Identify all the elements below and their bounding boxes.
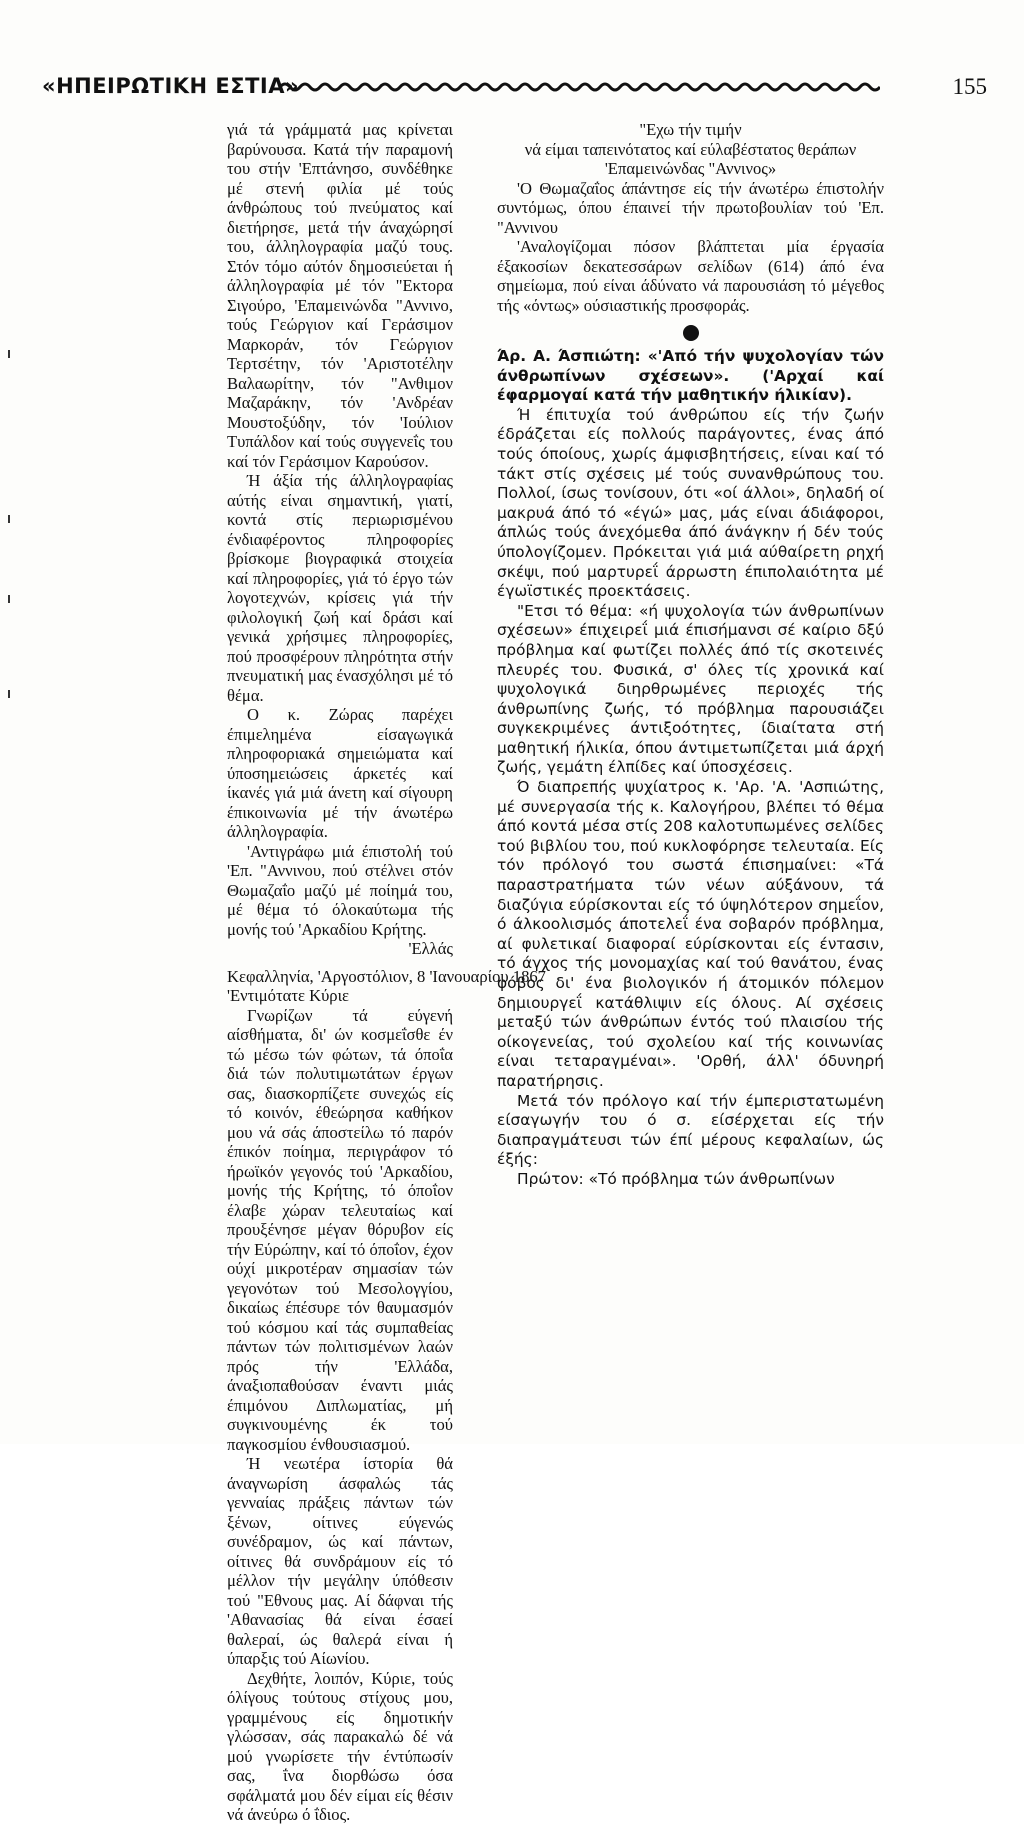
review-paragraph: "Ετσι τό θέμα: «ή ψυχολογία τών άνθρωπίνων σχέσεων» έπιχειρεΐ μιά έπισήμανσι σέ καίριο δξύ πρόβλημα καί φωτίζει πολλές άπό τίς σκοτεινές πλευρές του. Φυσικά, σ' όλες τίς χρονικά καί ψυχολογικά διηρθρωμένες περιοχές τής άνθρωπίνης ζωής, τό πρόβλημα παρουσιάζει συγκεκριμένες άντιξοότητες, ίδιαίτατα στή μαθητική ήλικία, όπου άντιμετωπίζεται μιά άρχή ζωής, γεμάτη έλπίδες καί ύποσχέσεις. xyxy=(497,601,884,777)
spacer xyxy=(227,959,453,967)
letter-dateline: Κεφαλληνία, 'Αργοστόλιον, 8 'Ιανουαρίου 1867 xyxy=(227,966,546,986)
left-paragraph: γιά τά γράμματά μας κρίνεται βαρύνουσα. Κατά τήν παραμονή του στήν 'Επτάνησο, συνδέθηκε μέ στενή φιλία μέ τούς άνθρώπους τού πνεύματος καί διετήρησε, μετά τήν άναχώρησί του, άλληλογραφία μαζύ τους. Στόν τόμο αύτόν δημοσιεύεται ή άλληλογραφία μέ τόν "Εκτορα Σιγούρο, 'Επαμεινώνδα "Αννινο, τούς Γεώργιον καί Γεράσιμον Μαρκοράν, τόν Γεώργιον Τερτσέτην, τόν 'Αριστοτέλην Βαλαωρίτην, τόν "Ανθιμον Μαζαράκην, τόν 'Ανδρέαν Μουστοξύδην, τόν 'Ιούλιον Τυπάλδον καί τούς συγγενεΐς του καί τόν Γεράσιμον Καρούσον. xyxy=(227,120,453,471)
right-paragraph: 'Ο Θωμαζαΐος άπάντησε είς τήν άνωτέρω έπιστολήν συντόμως, όπου έπαινεί τήν πρωτοβουλίαν τού 'Επ. "Αννινου xyxy=(497,178,884,237)
journal-title: «ΗΠΕΙΡΩΤΙΚΗ ΕΣΤΙΑ» xyxy=(42,74,300,98)
right-column xyxy=(497,120,884,1190)
closing-line: "Εχω τήν τιμήν xyxy=(639,120,742,139)
margin-marks xyxy=(5,0,15,1444)
margin-tick xyxy=(8,350,10,358)
review-paragraph: Ό διαπρεπής ψυχίατρος κ. 'Αρ. 'Α. 'Ασπιώτης, μέ συνεργασία τής κ. Καλογήρου, βλέπει τό θέμα άπό κοντά μέσα στίς 208 καλοτυπωμένες σελίδες τού βιβλίου του, πού κυκλοφόρησε τελευταία. Είς τόν πρόλογό του σωστά έπισημαίνει: «Τά παραστρατήματα τών νέων αύξάνουν, τά διαζύγια εύρίσκονται είς τό ύψηλότερον σημεΐον, ό άλκοολισμός άποτελεΐ ένα σοβαρόν πρόβλημα, αί φυλετικαί διαφοραί εύρίσκονται είς ένтασιν, τό άγχος τής μονομαχίας καί τού θανάτου, ένας φόβος δι' ένα βιολογικόν ή άτομικόν πόλεμον δημιουργεΐ κατάθλιψιν είς όλους. Αί σχέσεις μεταξύ τών άνθρώπων έντός τού πλαισίου τής οίκογενείας, τού σχολείου καί τής κοινωνίας είναι τεταραγμέναι». 'Ορθή, άλλ' όδυνηρή παρατήρησις. xyxy=(497,778,884,1090)
page-number: 155 xyxy=(952,74,987,99)
section-bullet-icon xyxy=(683,325,699,341)
wavy-rule xyxy=(280,80,880,94)
review-paragraph: Μετά τόν πρόλογο καί τήν έμπεριστατωμένη είσαγωγήν του ό σ. είσέρχεται είς τήν διαπραγμάτευσι τών έπί μέρους κεφαλαίων, ώς έξής: xyxy=(497,1091,884,1169)
letter-paragraph: Δεχθήτε, λοιπόν, Κύριε, τούς όλίγους τούτους στίχους μου, γραμμένους είς δημοτικήν γλώσσαν, σάς παρακαλώ δέ νά μού γνωρίσετε τήν έντύπωσίν σας, ΐνα διορθώσω όσα σφάλματά μου δέν είμαι είς θέσιν νά άνεύρω ό ΐδιος. xyxy=(227,1668,453,1824)
letter-signature: 'Ελλάς xyxy=(408,939,453,958)
right-paragraph: 'Αναλογίζομαι πόσον βλάπτεται μία έργασία έξακοσίων δεκατεσσάρων σελίδων (614) άπό ένα σημείωμα, πού είναι άδύνατο νά παρουσιάση τό μέγεθος τής «όντως» ούσιαστικής προσφοράς. xyxy=(497,237,884,315)
letter-paragraph: Γνωρίζων τά εύγενή αίσθήματα, δι' ών κοσμεΐσθε έν τώ μέσω τών φώτων, τά όποΐα διά τών πολυτιμωτάτων έργων σας, διασκορπίζετε συνεχώς είς τό κοινόν, έθεώρησα καθήκον μου νά σάς άποστείλω τό παρόν έπικόν ποίημα, περιγράφον τό ήρωϊκόν γεγονός τού 'Αρκαδίου, μονής τής Κρήτης, τό όποΐον έλαβε χώραν τελευταίως καί προυξένησε μέγαν θόρυβον είς τήν Εύρώπην, καί τό όποΐον, έχον ούχί μικροτέραν σημασίαν τών γεγονότων τού Μεσολογγίου, δικαίως έπέσυρε τόν θαυμασμόν τού κόσμου καί τάς συμπαθείας πάντων τών πολιτισμένων λαών πρός τήν 'Ελλάδα, άναξιοπαθούσαν έναντι μιάς έπιμόνου Διπλωματίας, μή συγκινουμένης έκ τού παγκοσμίου ένθουσιασμού. xyxy=(227,1005,453,1454)
review-heading: Άρ. Α. Άσπιώτη: «'Από τήν ψυχολογίαν τών άνθρωπίνων σχέσεων». ('Αρχαί καί έφαρμογαί κατά τήν μαθητικήν ήλικίαν). xyxy=(497,347,884,405)
closing-line: νά είμαι ταπεινότατος καί εύλαβέστατος θεράπων xyxy=(524,139,857,159)
review-paragraph: Ή έπιτυχία τού άνθρώπου είς τήν ζωήν έδράζεται είς πολλούς παράγοντες, ένας άπό τούς όποίους, χωρίς άμφισβητήσεις, είναι καί τό τάκτ στίς σχέσεις μέ τούς συνανθρώπους του. Πολλοί, ίσως τονίσουν, ότι «οί άλλοι», δηλαδή οί μακρυά άπό τό «έγώ» μας, μάς είναι άδιάφοροι, άπλώς τούς άνεχόμεθα άπό άνάγκην ή δέν τούς ύπολογίζομεν. Πρόκειται γιά μιά αύθαίρετη ρηχή σκέψι, πού μαρτυρεΐ άρρωστη έπιπολαιότητα μέ έγωϊστικές προεκτάσεις. xyxy=(497,405,884,601)
margin-tick xyxy=(8,515,10,523)
left-paragraph: Ο κ. Ζώρας παρέχει έπιμελημένα είσαγωγικά πληροφοριακά σημειώματα καί ύποσημειώσεις άρκετές καί ίκανές γιά μιά άνετη καί σίγουρη έπικοινωνία μέ τήν άνωτέρω άλληλογραφία. xyxy=(227,705,453,841)
margin-tick xyxy=(8,690,10,698)
closing-name: 'Επαμεινώνδας "Αννινος» xyxy=(604,159,777,178)
running-header xyxy=(42,74,987,102)
review-paragraph: Πρώτον: «Τό πρόβλημα τών άνθρωπίνων xyxy=(517,1169,835,1188)
letter-paragraph: Ή νεωτέρα ίστορία θά άναγνωρίση άσφαλώς τάς γενναίας πράξεις πάντων τών ξένων, οίτινες εύγενώς συνέδραμον, ώς καί πάντων, οίτινες θά συνδράμουν είς τό μέλλον τήν μεγάλην ύπόθεσιν τού "Εθνους μας. Αί δάφναι τής 'Αθανασίας θά είναι έσαεί θαλεραί, ώς θαλερά είναι ή ύπαρξις τού Αίωνίου. xyxy=(227,1454,453,1668)
letter-salutation: 'Εντιμότατε Κύριε xyxy=(227,986,350,1005)
left-paragraph: 'Αντιγράφω μιά έπιστολή τού 'Επ. "Αννινου, πού στέλνει στόν Θωμαζαΐο μαζύ μέ ποίημά του, μέ θέμα τό όλοκαύτωμα τής μονής τού 'Αρκαδίου Κρήτης. xyxy=(227,841,453,939)
left-column xyxy=(227,120,546,1825)
margin-tick xyxy=(8,595,10,603)
left-paragraph: Ή άξία τής άλληλογραφίας αύτής είναι σημαντική, γιατί, κοντά στίς περιωρισμένου ένδιαφέροντος πληροφορίες βρίσκομε βιογραφικά στοιχεία καί πληροφορίες, γιά τό έργο τών λογοτεχνών, κρίσεις γιά τήν φιλολογική ζωή καί δράσι καί γενικά χρήσιμες πληροφορίες, πού προσφέρουν πληρότητα στήν πνευματική μας ένασχόλησι μέ τό θέμα. xyxy=(227,471,453,705)
